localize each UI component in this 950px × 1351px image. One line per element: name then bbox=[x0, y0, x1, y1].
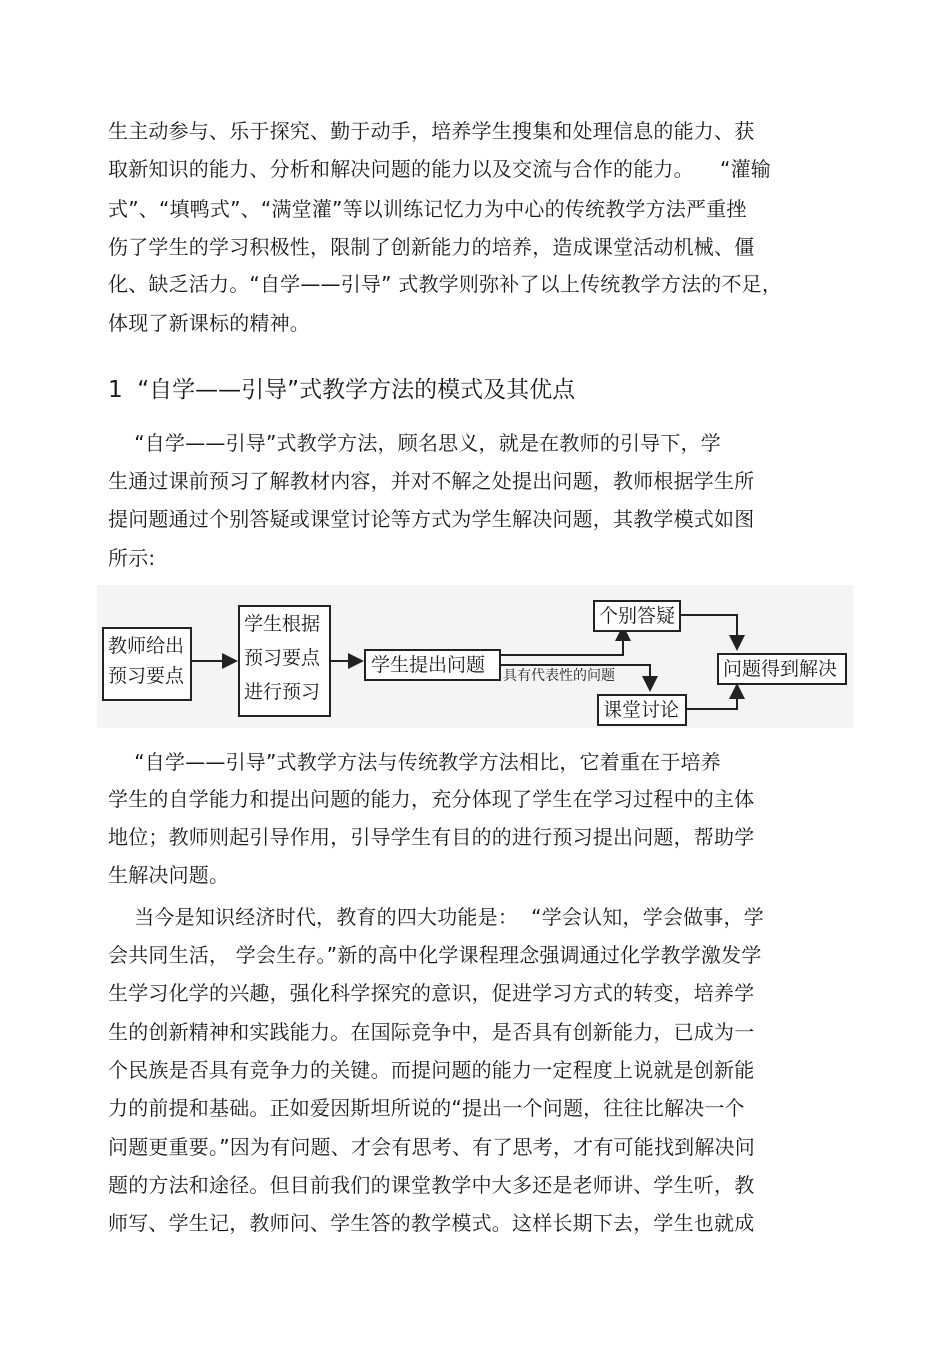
student-preview-box bbox=[238, 605, 331, 717]
arrow-individual-to-solved bbox=[679, 615, 737, 649]
student-box-line-3: 进行预习 bbox=[244, 681, 321, 703]
individual-answer-box bbox=[593, 600, 681, 632]
paragraph-4-line-6: 力的前提和基础。正如爱因斯坦所说的“提出一个问题，往往比解决一个 bbox=[108, 1096, 745, 1120]
teacher-box-line-1: 教师给出 bbox=[108, 635, 185, 657]
paragraph-2-line-1: “自学——引导”式教学方法，顾名思义，就是在教师的引导下，学 bbox=[108, 431, 721, 455]
paragraph-3-line-4: 生解决问题。 bbox=[108, 863, 230, 887]
paragraph-1-line-6: 体现了新课标的精神。 bbox=[108, 311, 310, 335]
paragraph-4-line-2: 会共同生活， 学会生存。”新的高中化学课程理念强调通过化学教学激发学 bbox=[108, 943, 762, 967]
paragraph-4-line-9: 师写、学生记，教师问、学生答的教学模式。这样长期下去，学生也就成 bbox=[108, 1211, 755, 1235]
paragraph-4-line-8: 题的方法和途径。但目前我们的课堂教学中大多还是老师讲、学生听，教 bbox=[108, 1173, 755, 1197]
individual-box-label: 个别答疑 bbox=[599, 605, 676, 627]
paragraph-4-line-5: 个民族是否具有竞争力的关键。而提问题的能力一定程度上说就是创新能 bbox=[108, 1058, 755, 1082]
paragraph-4-line-3: 生学习化学的兴趣，强化科学探究的意识，促进学习方式的转变，培养学 bbox=[108, 981, 755, 1005]
paragraph-3-line-1: “自学——引导”式教学方法与传统教学方法相比，它着重在于培养 bbox=[108, 750, 721, 774]
paragraph-1-line-2: 取新知识的能力、分析和解决问题的能力以及交流与合作的能力。 “灌输 bbox=[108, 157, 771, 181]
paragraph-1-line-5: 化、缺乏活力。“自学——引导” 式教学则弥补了以上传统教学方法的不足， bbox=[108, 272, 783, 296]
paragraph-2-line-4: 所示: bbox=[108, 546, 156, 570]
student-box-line-1: 学生根据 bbox=[244, 613, 321, 635]
paragraph-3-line-3: 地位；教师则起引导作用，引导学生有目的的进行预习提出问题，帮助学 bbox=[108, 825, 755, 849]
paragraph-2-line-3: 提问题通过个别答疑或课堂讨论等方式为学生解决问题，其教学模式如图 bbox=[108, 507, 755, 531]
paragraph-1-line-3: 式”、“填鸭式”、“满堂灌”等以训练记忆力为中心的传统教学方法严重挫 bbox=[108, 197, 747, 221]
arrow-discussion-to-solved bbox=[685, 685, 737, 709]
paragraph-1-line-1: 生主动参与、乐于探究、勤于动手，培养学生搜集和处理信息的能力、获 bbox=[108, 119, 755, 143]
solved-box-label: 问题得到解决 bbox=[723, 658, 838, 680]
question-box-label: 学生提出问题 bbox=[371, 654, 486, 676]
paragraph-4-line-1: 当今是知识经济时代，教育的四大功能是： “学会认知，学会做事，学 bbox=[108, 905, 764, 929]
paragraph-4-line-4: 生的创新精神和实践能力。在国际竞争中，是否具有创新能力，已成为一 bbox=[108, 1020, 755, 1044]
teacher-box-line-2: 预习要点 bbox=[108, 665, 185, 687]
problem-solved-box bbox=[717, 653, 847, 685]
representative-question-label: 具有代表性的问题 bbox=[503, 668, 615, 684]
section-heading: 1 “自学——引导”式教学方法的模式及其优点 bbox=[108, 377, 576, 403]
discussion-box-label: 课堂讨论 bbox=[603, 699, 680, 721]
student-ask-question-box bbox=[364, 649, 501, 681]
teaching-model-diagram bbox=[97, 585, 853, 728]
class-discussion-box bbox=[597, 694, 687, 726]
paragraph-3-line-2: 学生的自学能力和提出问题的能力，充分体现了学生在学习过程中的主体 bbox=[108, 787, 755, 811]
paragraph-2-line-2: 生通过课前预习了解教材内容，并对不解之处提出问题，教师根据学生所 bbox=[108, 469, 755, 493]
teacher-gives-points-box bbox=[102, 627, 192, 701]
student-box-line-2: 预习要点 bbox=[244, 647, 321, 669]
paragraph-4-line-7: 问题更重要。”因为有问题、才会有思考、有了思考，才有可能找到解决问 bbox=[108, 1135, 755, 1159]
paragraph-1-line-4: 伤了学生的学习积极性，限制了创新能力的培养，造成课堂活动机械、僵 bbox=[108, 235, 755, 259]
